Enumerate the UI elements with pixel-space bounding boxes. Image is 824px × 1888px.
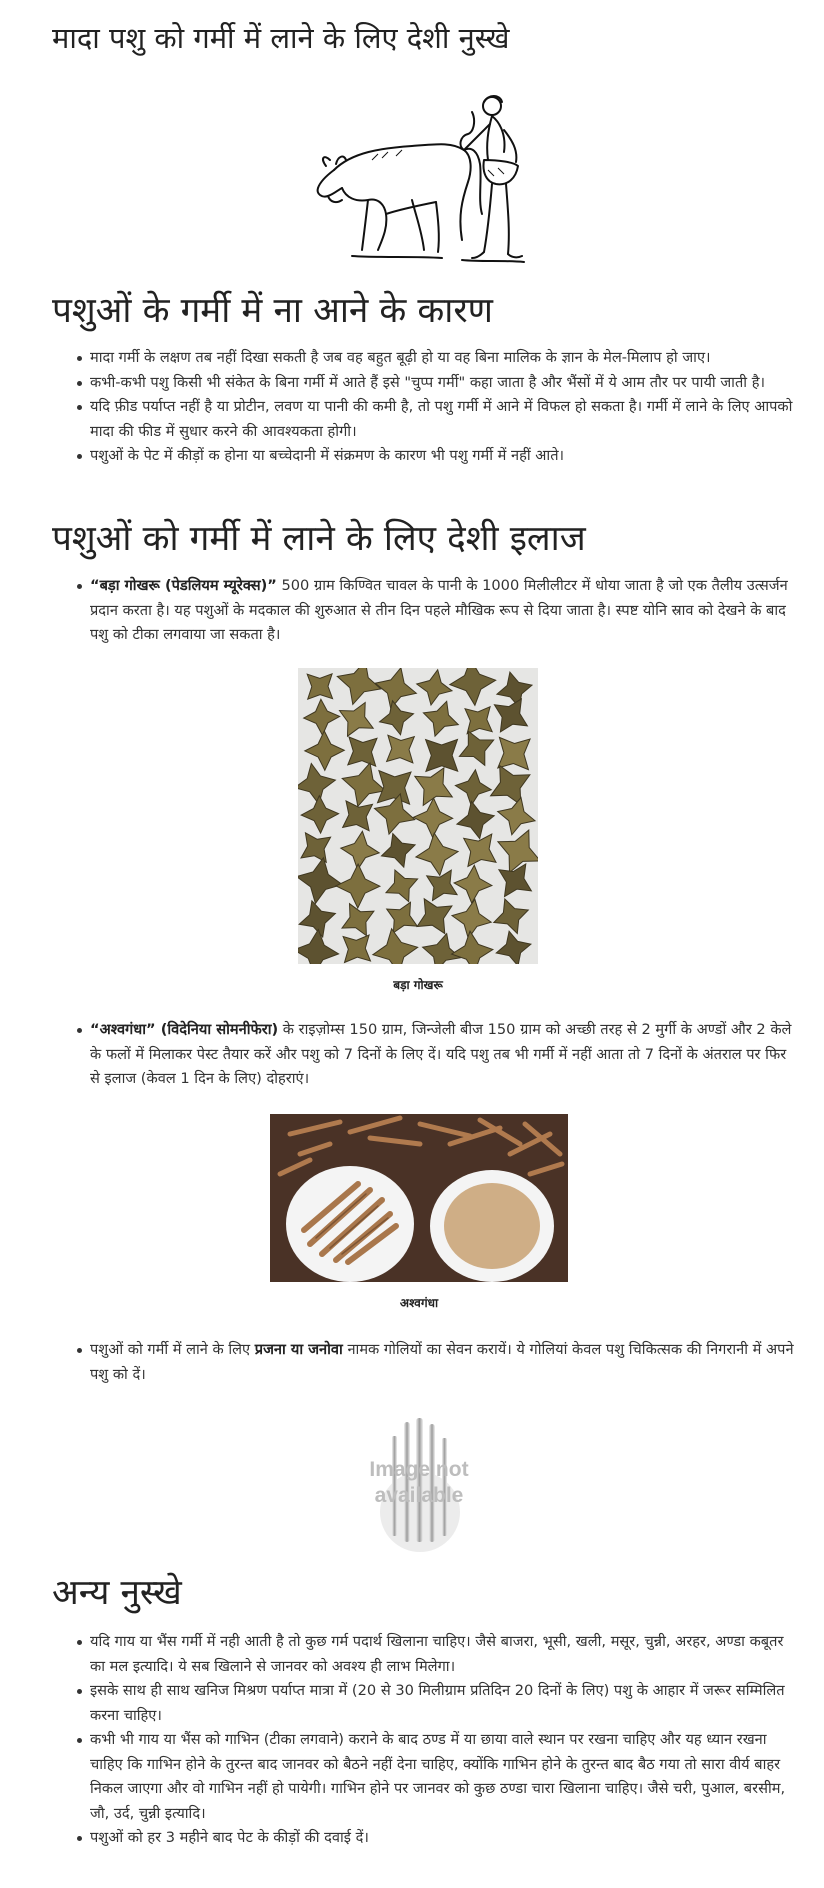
gokhru-fruit (423, 701, 458, 736)
image-not-available-placeholder (354, 1414, 484, 1554)
list-item (90, 574, 800, 648)
gokhru-fruit (494, 699, 527, 732)
section-heading-causes: पशुओं के गर्मी में ना आने के कारण (52, 291, 493, 331)
gokhru-fruit (497, 672, 532, 707)
page-title: मादा पशु को गर्मी में लाने के लिए देशी नुस्खे (52, 21, 510, 55)
gokhru-fruit (498, 830, 538, 873)
gokhru-fruit (423, 934, 461, 964)
gokhru-fruit (378, 771, 412, 805)
gokhru-fruit (459, 731, 493, 765)
gokhru-fruit (427, 870, 457, 900)
gokhru-fruit (304, 699, 340, 735)
gokhru-image (298, 668, 538, 964)
gokhru-fruit (499, 864, 532, 897)
gokhru-fruit (386, 870, 418, 902)
gokhru-fruit (373, 929, 418, 964)
gokhru-fruit (414, 798, 453, 837)
ashwagandha-roots-powder (270, 1114, 568, 1282)
gokhru-fruit (382, 834, 416, 868)
list-item: कभी-कभी पशु किसी भी संकेत के बिना गर्मी में आते हैं इसे "चुप्प गर्मी" कहा जाता है और भैंसों में ये आम तौर पर पायी जाती है। (90, 371, 800, 396)
list-item: इसके साथ ही साथ खनिज मिश्रण पर्याप्त मात्रा में (20 से 30 मिलीग्राम प्रतिदिन 20 दिनों के लिए) पशु के आहार में जरूर सम्मिलित करना चाहिए। (90, 1679, 800, 1728)
gokhru-fruit (496, 931, 531, 964)
list-item: यदि गाय या भैंस गर्मी में नही आती है तो कुछ गर्म पदार्थ खिलाना चाहिए। जैसे बाजरा, भूसी, खली, मसूर, चुन्नी, अरहर, अण्डा कबूतर का मल इत्यादि। ये सब खिलाने से जानवर को अवश्य ही लाभ मिलेगा। (90, 1630, 800, 1679)
gokhru-fruit (341, 831, 379, 869)
gokhru-fruit (457, 801, 494, 838)
gokhru-fruit (498, 737, 530, 769)
gokhru-fruit (380, 701, 414, 735)
list-item: मादा गर्मी के लक्षण तब नहीं दिखा सकती है जब वह बहुत बूढ़ी हो या वह बिना मालिक के ज्ञान के मेल-मिलाप हो जाए। (90, 346, 800, 371)
remedy-list-3 (90, 1338, 800, 1387)
gokhru-fruit (337, 668, 381, 704)
image-caption-ashwagandha: अश्वगंधा (399, 1296, 439, 1310)
gokhru-fruit (298, 930, 339, 965)
gokhru-fruit (301, 833, 331, 863)
remedy-name: “अश्वगंधा” (विदेनिया सोमनीफेरा) (90, 1021, 279, 1038)
remedy-name: प्रजना या जनोवा (254, 1341, 343, 1358)
gokhru-fruit (298, 858, 342, 904)
gokhru-fruit (343, 935, 370, 963)
list-item (90, 1338, 800, 1387)
gokhru-fruit (387, 735, 415, 763)
gokhru-fruit (452, 931, 493, 964)
list-item (90, 1018, 800, 1092)
gokhru-fruit (336, 864, 380, 908)
gokhru-fruit (494, 899, 529, 934)
gokhru-fruit (426, 739, 458, 771)
gokhru-fruit (452, 899, 491, 938)
cow-man-illustration (312, 90, 552, 270)
list-item: यदि फ़ीड पर्याप्त नहीं है या प्रोटीन, लवण या पानी की कमी है, तो पशु गर्मी में आने में विफल हो सकता है। गर्मी में लाने के लिए आपको मादा की फीड में सुधार करने की आवश्यकता होगी। (90, 395, 800, 444)
section-heading-other-remedies: अन्य नुस्खे (52, 1573, 182, 1613)
gokhru-fruit (301, 796, 338, 833)
list-item: पशुओं के पेट में कीड़ों क होना या बच्चेदानी में संक्रमण के कारण भी पशु गर्मी में नहीं आते। (90, 444, 800, 469)
remedy-text: पशुओं को गर्मी में लाने के लिए (90, 1341, 255, 1358)
gokhru-fruit (465, 707, 492, 734)
gokhru-fruit (348, 737, 377, 766)
gokhru-fruit (491, 766, 530, 805)
gokhru-fruit (498, 798, 535, 835)
gokhru-fruit (375, 668, 416, 709)
gokhru-fruit (454, 865, 492, 903)
remedy-name: “बड़ा गोखरू (पेडलियम म्यूरेक्स)” (90, 577, 277, 594)
remedy-text: 500 ग्राम किण्वित चावल के पानी के 1000 मिलीलीटर में धोया जाता है जो एक तैलीय उत्सर्जन प्रदान करता है। यह पशुओं के मदकाल की शुरुआत से तीन दिन पहले मौखिक रूप से दिया जाता है। स्पष्ट योनि स्राव को देखने के बाद पशु को टीका लगवाया जा सकता है। (90, 577, 788, 643)
list-item: पशुओं को हर 3 महीने बाद पेट के कीड़ों की दवाई दें। (90, 1826, 800, 1851)
gokhru-fruit (307, 674, 332, 699)
gokhru-fruit (417, 899, 452, 934)
gokhru-fruits (298, 668, 538, 964)
causes-list (90, 346, 800, 469)
remedy-list-2 (90, 1018, 800, 1092)
remedy-list-1 (90, 574, 800, 648)
gokhru-fruit (416, 833, 458, 875)
ashwagandha-image (270, 1114, 568, 1282)
section-heading-remedies: पशुओं को गर्मी में लाने के लिए देशी इलाज (52, 519, 586, 559)
gokhru-fruit (450, 668, 496, 705)
gokhru-fruit (417, 670, 452, 705)
placeholder-text-line1: Image not (369, 1458, 469, 1481)
gokhru-fruit (298, 764, 335, 805)
placeholder-text-line2: available (374, 1484, 464, 1507)
remedy-text: के राइज़ोम्स 150 ग्राम, जिन्जेली बीज 150 ग्राम को अच्छी तरह से 2 मुर्गी के अण्डों और 2 केले के फलों में मिलाकर पेस्ट तैयार करें और पशु को 7 दिनों के लिए दें। यदि पशु तब भी गर्मी में नहीं आता तो 7 दिनों के अंतराल पर फिर से इलाज (केवल 1 दिन के लिए) दोहराएं। (90, 1021, 792, 1087)
remedy-text: नामक गोलियों का सेवन करायें। ये गोलियां केवल पशु चिकित्सक की निगरानी में अपने पशु को दें। (90, 1341, 794, 1383)
gokhru-fruit (455, 770, 491, 806)
gokhru-fruit (340, 703, 374, 737)
placeholder-graphic (354, 1414, 484, 1554)
list-item: कभी भी गाय या भैंस को गाभिन (टीका लगवाने) कराने के बाद ठण्ड में या छाया वाले स्थान पर रखना चाहिए और यह ध्यान रखना चाहिए कि गाभिन होने के तुरन्त बाद जानवर को बैठने नहीं देना चाहिए, क्योंकि गाभिन होने के तुरन्त बाद बैठ गया तो सारा वीर्य बाहर निकल जाएगा और वो गाभिन नहीं हो पायेगी। गाभिन होने पर जानवर को कुछ ठण्डा चारा खिलाना चाहिए। जैसे चरी, पुआल, बरसीम, जौ, उर्द, चुन्नी इत्यादि। (90, 1728, 800, 1826)
image-caption-gokhru: बड़ा गोखरू (393, 978, 443, 992)
cow-man-drawing (312, 90, 552, 270)
other-remedies-list (90, 1630, 800, 1851)
